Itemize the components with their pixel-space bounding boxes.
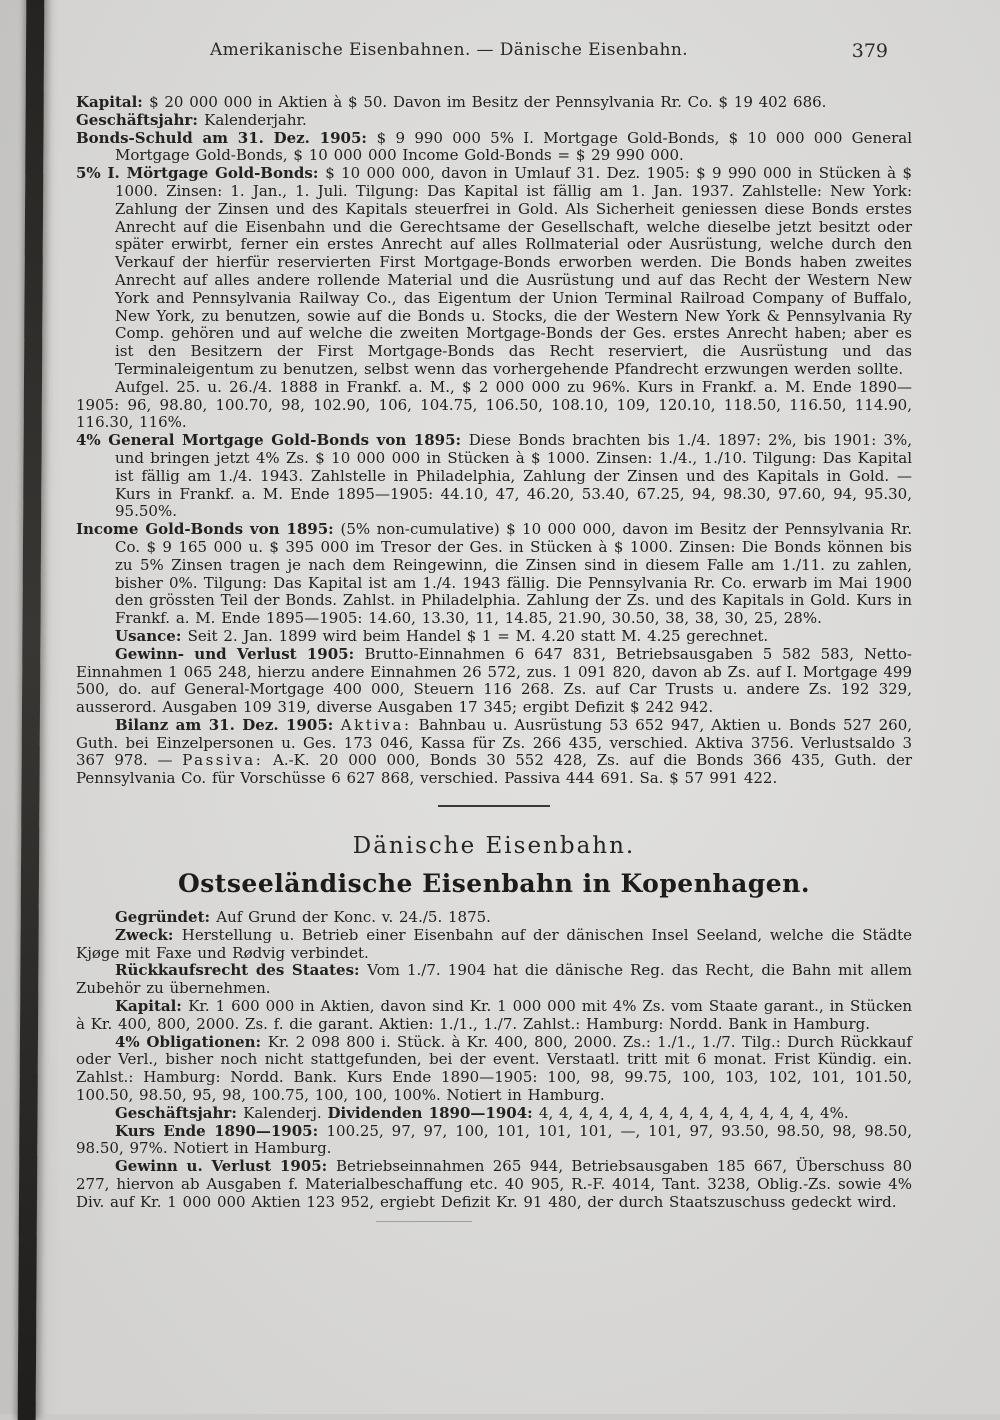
geschaeftsjahr-dividenden-paragraph — [76, 1105, 912, 1123]
text-run: Kalenderj. — [243, 1103, 328, 1122]
paragraph-lead: Rückkaufsrecht des Staates: — [115, 961, 368, 980]
income-gold-bonds-paragraph — [76, 521, 912, 628]
text-run: $ 20 000 000 in Aktien à $ 50. Davon im Besitz der Pennsylvania Rr. Co. $ 19 402 686. — [149, 93, 827, 111]
paragraph-lead: Gewinn- und Verlust 1905: — [115, 644, 365, 663]
kurs-ende-paragraph — [76, 1123, 912, 1159]
paragraph-lead: 4% General Mortgage Gold-Bonds von 1895: — [76, 431, 469, 450]
aufgelegt-kurs-paragraph — [76, 379, 912, 432]
danish-section-heading: Dänische Eisenbahn. — [352, 833, 636, 860]
geschaeftsjahr-paragraph — [76, 112, 912, 130]
usance-paragraph — [76, 628, 912, 646]
text-run: A.-K. 20 000 000, Bonds 30 552 428, Zs. auf die Bonds 366 435, Guth. der Pennsylvania Co. für Vorschüsse 6 627 868, verschied. Passiva 444 691. Sa. $ 57 991 422. — [76, 751, 912, 788]
running-title: Amerikanische Eisenbahnen. — Dänische Eisenbahn. — [209, 40, 689, 60]
gewinn-verlust-paragraph — [76, 646, 912, 717]
text-run: Auf Grund der Konc. v. 24./5. 1875. — [216, 908, 491, 927]
paragraph-lead: Bonds-Schuld am 31. Dez. 1905: — [76, 128, 377, 147]
text-run: Aufgel. 25. u. 26./4. 1888 in Frankf. a. M., $ 2 000 000 zu 96%. Kurs in Frankf. a. M. Ende 1890—1905: 96, 98.80, 100.70, 98, 102.90, 106, 104.75, 106.50, 108.10, 109, 120.10, 118.50, 116.50, 114.90, 116.30, 116%. — [76, 377, 912, 432]
bonds-schuld-paragraph — [76, 130, 912, 166]
american-railway-section — [76, 94, 912, 788]
paragraph-lead: Zweck: — [115, 925, 182, 944]
paragraph-lead: Geschäftsjahr: — [115, 1103, 244, 1122]
text-run: Bahnbau u. Ausrüstung 53 652 947, Aktien u. Bonds 527 260, Guth. bei Einzelpersonen u. Ges. 173 046, Kassa für Zs. 266 435, verschied. Aktiva 3756. Verlustsaldo 3 367 978. — — [76, 715, 913, 770]
text-run: Seit 2. Jan. 1899 wird beim Handel $ 1 = M. 4.20 statt M. 4.25 gerechnet. — [187, 626, 769, 645]
paragraph-lead: Kapital: — [76, 93, 150, 111]
bilanz-paragraph — [76, 717, 912, 788]
text-run: Kr. 1 600 000 in Aktien, davon sind Kr. 1 000 000 mit 4% Zs. vom Staate garant., in Stücken à Kr. 400, 800, 2000. Zs. f. die garant. Aktien: 1./1., 1./7. Zahlst.: Hamburg: Nordd. Bank in Hamburg. — [76, 997, 912, 1033]
page-header — [76, 40, 912, 70]
text-run: Betriebseinnahmen 265 944, Betriebsausgaben 185 667, Überschuss 80 277, hiervon ab Ausgaben f. Materialbeschaffung etc. 40 905, R.-F. 4014, Tant. 3238, Oblig.-Zs. sowie 4% Div. auf Kr. 1 000 000 Aktien 123 952, ergiebt Defizit Kr. 91 480, der durch Staatszuschuss gedeckt wird. — [76, 1157, 912, 1211]
text-run: Kr. 2 098 800 i. Stück. à Kr. 400, 800, 2000. Zs.: 1./1., 1./7. Tilg.: Durch Rückkauf oder Verl., bisher noch nicht stattgefunden, bei der event. Verstaatl. tritt mit 6 monat. Frist Kündig. ein. Zahlst.: Hamburg: Nordd. Bank. Kurs Ende 1890—1905: 100, 98, 99.75, 100, 103, 102, 101, 101.50, 100.50, 98.50, 95, 98, 100.75, 100, 100, 100%. Notiert in Hamburg. — [76, 1032, 912, 1105]
paragraph-lead: Kurs Ende 1890—1905: — [115, 1121, 327, 1140]
mortgage-bonds-5-paragraph — [76, 165, 912, 379]
text-run: Passiva: — [182, 751, 264, 770]
general-mortgage-4-paragraph — [76, 432, 912, 521]
rueckkaufsrecht-paragraph — [76, 962, 912, 998]
text-run: 4, 4, 4, 4, 4, 4, 4, 4, 4, 4, 4, 4, 4, 4, 4%. — [538, 1103, 849, 1122]
obligationen-4-paragraph — [76, 1034, 912, 1105]
entry-end-divider — [376, 1221, 472, 1222]
text-run: 100.25, 97, 97, 100, 101, 101, 101, —, 101, 97, 93.50, 98.50, 98, 98.50, 98.50, 97%. Notiert in Hamburg. — [76, 1121, 912, 1158]
railway-title: Ostseeländische Eisenbahn in Kopenhagen. — [177, 869, 811, 899]
text-run: Kalenderjahr. — [204, 110, 307, 129]
text-run: Brutto-Einnahmen 6 647 831, Betriebsausgaben 5 582 583, Netto-Einnahmen 1 065 248, hierzu andere Einnahmen 26 572, zus. 1 091 820, davon ab Zs. auf I. Mortgage 499 500, do. auf General-Mortgage 400 000, Steuern 116 268. Zs. auf Car Trusts u. andere Zs. 192 329, ausserord. Ausgaben 109 319, diverse Ausgaben 17 345; ergibt Defizit $ 242 942. — [76, 644, 912, 717]
text-run: Aktiva: — [340, 715, 412, 734]
text-run: $ 9 990 000 5% I. Mortgage Gold-Bonds, $ 10 000 000 General Mortgage Gold-Bonds, $ 10 000 000 Income Gold-Bonds = $ 29 990 000. — [115, 128, 912, 165]
text-run: $ 10 000 000, davon in Umlauf 31. Dez. 1905: $ 9 990 000 in Stücken à $ 1000. Zinsen: 1. Jan., 1. Juli. Tilgung: Das Kapital ist fällig am 1. Jan. 1937. Zahlstelle: New York: Zahlung der Zinsen und des Kapitals steuerfrei in Gold. Als Sicherheit geniessen diese Bonds erstes Anrecht auf die Eisenbahn und die Gerechtsame der Gesellschaft, welche dieselbe jetzt besitzt oder später erwirbt, ferner ein erstes Anrecht auf alles Rollmaterial oder Ausrüstung, welche durch den Verkauf der hierfür reservierten First Mortgage-Bonds erworben werden. Die Bonds haben zweites Anrecht auf alles andere rollende Material und die Ausrüstung und auf das Recht der Western New York and Pennsylvania Railway Co., das Eigentum der Union Terminal Railroad Company of Buffalo, New York, zu benutzen, sowie auf die Bonds u. Stocks, die der Western New York & Pennsylvania Ry Comp. gehören und auf welche die zweiten Mortgage-Bonds der Ges. erstes Anrecht haben; aber es ist den Besitzern der First Mortgage-Bonds das Recht reserviert, die Ausrüstung und das Terminaleigentum zu benutzen, selbst wenn das vorhergehende Pfandrecht erzwungen werden sollte. — [115, 164, 912, 378]
danish-railway-section — [76, 909, 912, 1212]
section-divider — [438, 805, 550, 807]
paragraph-lead: Gewinn u. Verlust 1905: — [115, 1157, 336, 1176]
text-run: (5% non-cumulative) $ 10 000 000, davon im Besitz der Pennsylvania Rr. Co. $ 9 165 000 u. $ 395 000 im Tresor der Ges. in Stücken à $ 1000. Zinsen: Die Bonds können bis zu 5% Zinsen tragen je nach dem Reingewinn, die Zinsen sind in diesem Falle am 1./11. zu zahlen, bisher 0%. Tilgung: Das Kapital ist am 1./4. 1943 fällig. Die Pennsylvania Rr. Co. erwarb im Mai 1900 den grössten Teil der Bonds. Zahlst. in Philadelphia. Zahlung der Zs. und des Kapitals in Gold. Kurs in Frankf. a. M. Ende 1895—1905: 14.60, 13.30, 11, 14.85, 21.90, 30.50, 38, 38, 30, 25, 28%. — [115, 520, 912, 628]
binding-shadow — [18, 0, 45, 1420]
paragraph-lead: 4% Obligationen: — [115, 1032, 268, 1051]
kapital-dk-paragraph — [76, 998, 912, 1034]
page-content — [76, 40, 912, 1222]
paragraph-lead: Bilanz am 31. Dez. 1905: — [115, 715, 341, 734]
paragraph-lead: Kapital: — [115, 997, 189, 1016]
page-number: 379 — [851, 40, 888, 62]
zweck-paragraph — [76, 927, 912, 963]
paragraph-lead: Usance: — [115, 626, 188, 645]
paragraph-lead: 5% I. Mörtgage Gold-Bonds: — [76, 164, 326, 183]
gegruendet-paragraph — [76, 909, 912, 927]
gewinn-verlust-dk-paragraph — [76, 1158, 912, 1211]
text-run: Vom 1./7. 1904 hat die dänische Reg. das Recht, die Bahn mit allem Zubehör zu übernehmen. — [76, 961, 912, 998]
paragraph-lead: Dividenden 1890—1904: — [327, 1103, 539, 1122]
text-run: Herstellung u. Betrieb einer Eisenbahn auf der dänischen Insel Seeland, welche die Städte Kjøge mit Faxe und Rødvig verbindet. — [76, 925, 912, 962]
paragraph-lead: Income Gold-Bonds von 1895: — [76, 520, 341, 539]
paragraph-lead: Gegründet: — [115, 908, 217, 927]
kapital-paragraph — [76, 94, 912, 112]
paragraph-lead: Geschäftsjahr: — [76, 110, 205, 129]
text-run: Diese Bonds brachten bis 1./4. 1897: 2%, bis 1901: 3%, und bringen jetzt 4% Zs. $ 10 000 000 in Stücken à $ 1000. Zinsen: 1./4., 1./10. Tilgung: Das Kapital ist fällig am 1./4. 1943. Zahlstelle in Philadelphia, Zahlung der Zinsen und des Kapitals in Gold. — Kurs in Frankf. a. M. Ende 1895—1905: 44.10, 47, 46.20, 53.40, 67.25, 94, 98.30, 97.60, 94, 95.30, 95.50%. — [115, 431, 912, 521]
